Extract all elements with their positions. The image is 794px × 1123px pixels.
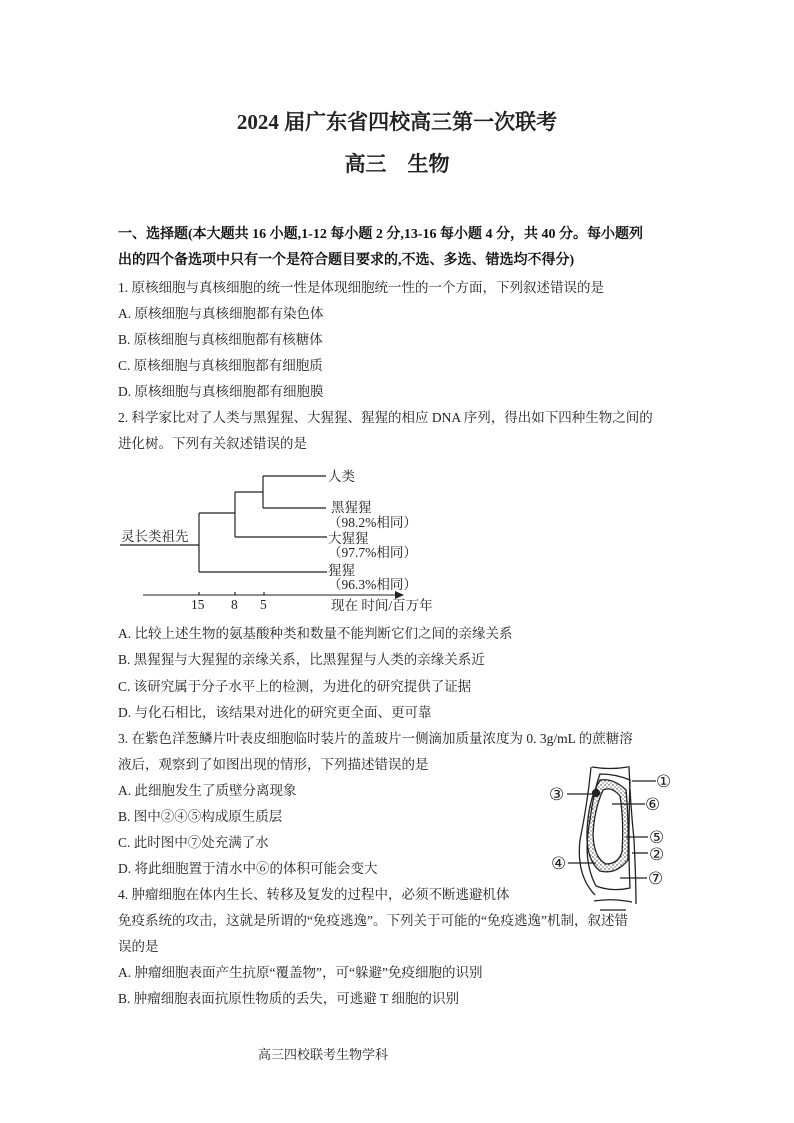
tree-label-orangutan: 猩猩	[328, 563, 355, 578]
tree-tick-15: 15	[191, 597, 205, 612]
cell-label-3: ③	[549, 785, 565, 804]
q2-option-b: B. 黑猩猩与大猩猩的亲缘关系，比黑猩猩与人类的亲缘关系近	[118, 652, 485, 667]
cell-label-6: ⑥	[645, 795, 661, 814]
plasmolysis-cell-diagram	[567, 766, 656, 910]
cell-label-5: ⑤	[649, 828, 665, 847]
tree-root-label: 灵长类祖先	[121, 529, 189, 544]
q4-option-a: A. 肿瘤细胞表面产生抗原“覆盖物”，可“躲避”免疫细胞的识别	[118, 965, 483, 980]
q2-option-c: C. 该研究属于分子水平上的检测，为进化的研究提供了证据	[118, 679, 472, 694]
cell-label-1: ①	[656, 772, 672, 791]
q3-option-a: A. 此细胞发生了质壁分离现象	[118, 783, 297, 798]
tree-label-gorilla: 大猩猩	[328, 531, 369, 546]
q2-option-d: D. 与化石相比，该结果对进化的研究更全面、更可靠	[118, 705, 432, 720]
q3-option-b: B. 图中②④⑤构成原生质层	[118, 809, 283, 824]
q2-option-a: A. 比较上述生物的氨基酸种类和数量不能判断它们之间的亲缘关系	[118, 626, 513, 641]
exam-title: 2024 届广东省四校高三第一次联考	[236, 110, 558, 134]
q2-stem-line1: 2. 科学家比对了人类与黑猩猩、大猩猩、猩猩的相应 DNA 序列，得出如下四种生物之间的	[118, 410, 653, 425]
tree-label-gorilla-pct: （97.7%相同）	[328, 545, 417, 560]
page-footer: 高三四校联考生物学科	[258, 1047, 389, 1062]
q1-option-a: A. 原核细胞与真核细胞都有染色体	[118, 306, 324, 321]
q1-option-b: B. 原核细胞与真核细胞都有核糖体	[118, 332, 323, 347]
cell-label-2: ②	[649, 845, 665, 864]
tree-label-chimp: 黑猩猩	[331, 500, 372, 515]
tree-label-orangutan-pct: （96.3%相同）	[328, 577, 417, 592]
cell-label-7: ⑦	[648, 869, 664, 888]
tree-label-human: 人类	[328, 469, 355, 484]
tree-axis-label: 现在 时间/百万年	[331, 598, 433, 613]
q2-stem-line2: 进化树。下列有关叙述错误的是	[118, 436, 307, 451]
q4-stem-line3: 误的是	[118, 939, 159, 954]
tree-tick-8: 8	[231, 597, 238, 612]
q4-stem-line2: 免疫系统的攻击，这就是所谓的“免疫逃逸”。下列关于可能的“免疫逃逸”机制，叙述错	[118, 913, 628, 928]
section-heading-line2: 出的四个备选项中只有一个是符合题目要求的,不选、多选、错选均不得分)	[118, 253, 575, 268]
cell-label-4: ④	[551, 854, 567, 873]
q4-option-b: B. 肿瘤细胞表面抗原性物质的丢失，可逃避 T 细胞的识别	[118, 991, 460, 1006]
exam-subtitle: 高三 生物	[344, 152, 450, 176]
tree-tick-5: 5	[260, 597, 267, 612]
q1-stem: 1. 原核细胞与真核细胞的统一性是体现细胞统一性的一个方面，下列叙述错误的是	[118, 280, 604, 295]
q3-stem-line2: 液后，观察到了如图出现的情形，下列描述错误的是	[118, 757, 429, 772]
q4-stem-line1: 4. 肿瘤细胞在体内生长、转移及复发的过程中，必须不断逃避机体	[118, 887, 510, 902]
q3-option-d: D. 将此细胞置于清水中⑥的体积可能会变大	[118, 861, 378, 876]
section-heading-line1: 一、选择题(本大题共 16 小题,1-12 每小题 2 分,13-16 每小题 4 分，共 40 分。每小题列	[118, 227, 643, 242]
q1-option-c: C. 原核细胞与真核细胞都有细胞质	[118, 358, 323, 373]
q3-stem-line1: 3. 在紫色洋葱鳞片叶表皮细胞临时装片的盖玻片一侧滴加质量浓度为 0. 3g/mL 的蔗糖溶	[118, 731, 633, 746]
q1-option-d: D. 原核细胞与真核细胞都有细胞膜	[118, 384, 324, 399]
tree-label-chimp-pct: （98.2%相同）	[328, 515, 417, 530]
q3-option-c: C. 此时图中⑦处充满了水	[118, 835, 269, 850]
